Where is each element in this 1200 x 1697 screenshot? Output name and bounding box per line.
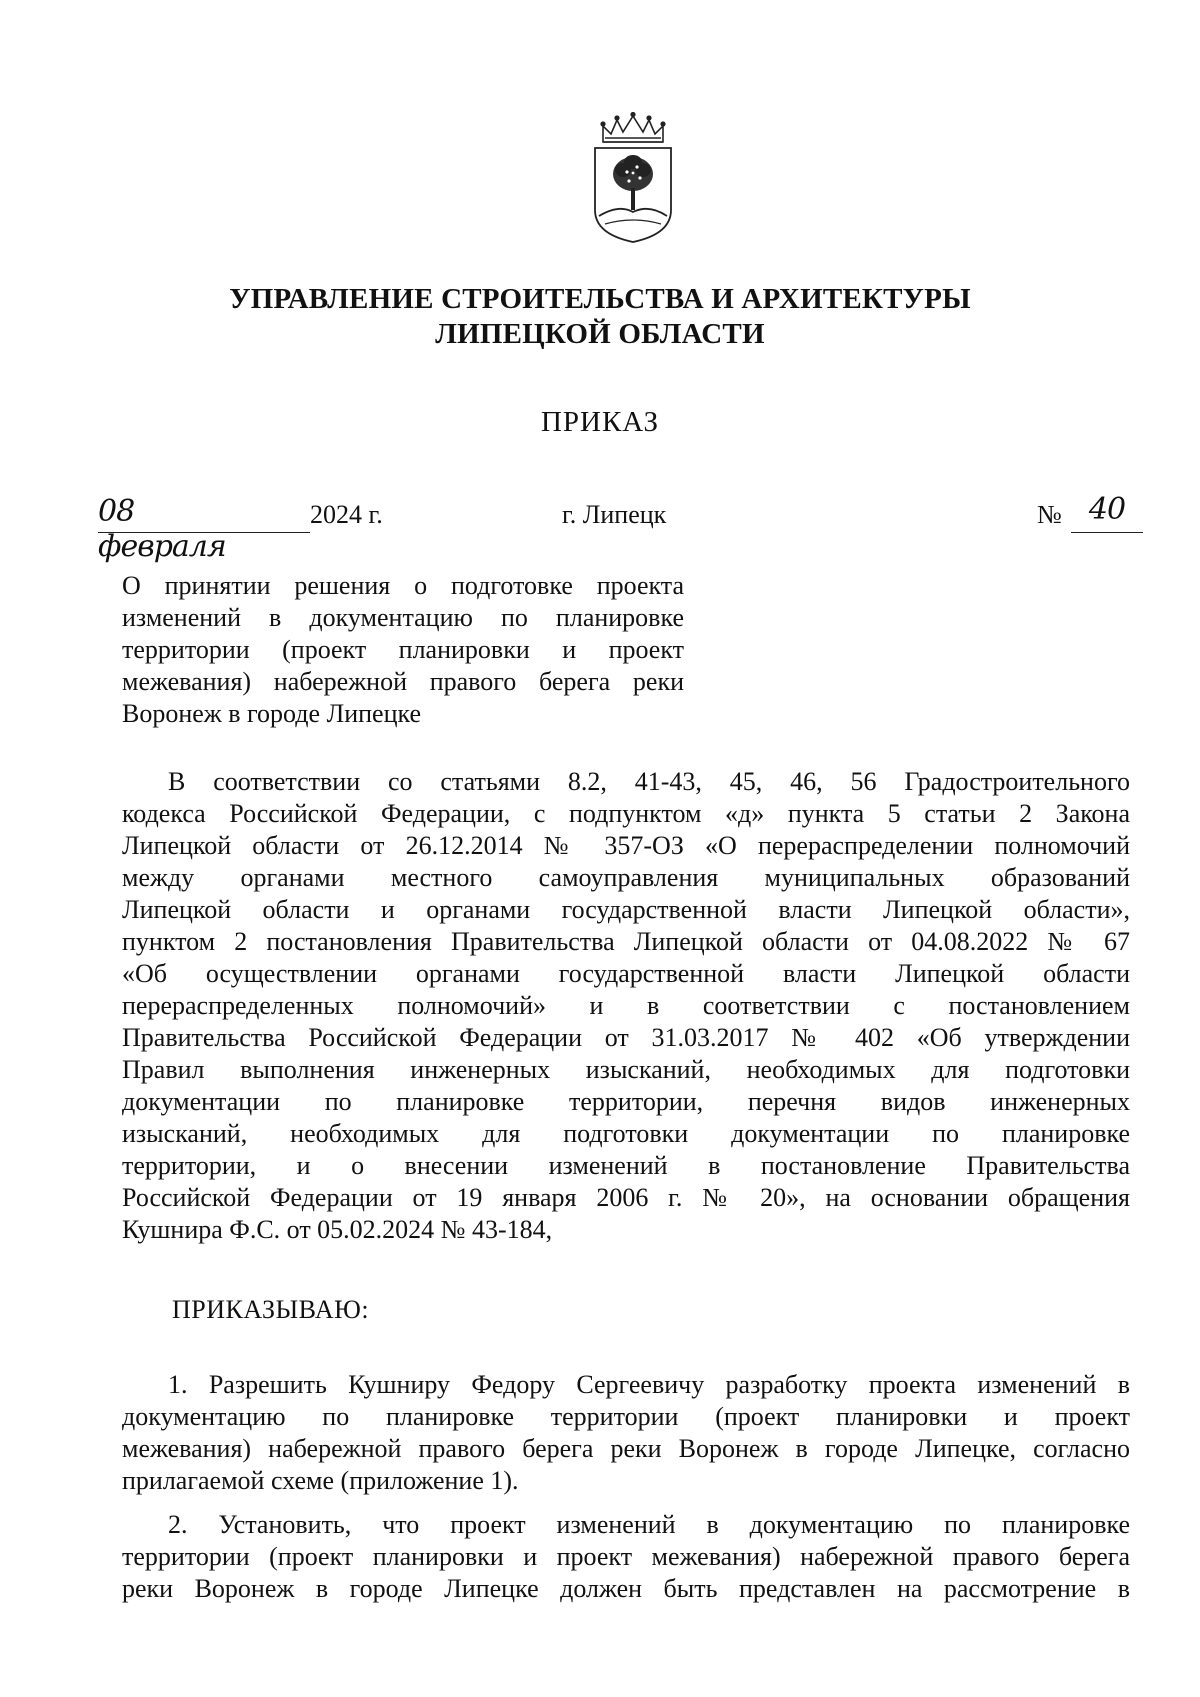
paragraph-line: Липецкой области от 26.12.2014 № 357-ОЗ «О перераспределении полномочий: [122, 831, 1130, 860]
paragraph-line: Правил выполнения инженерных изысканий, необходимых для подготовки: [122, 1055, 1130, 1084]
paragraph-line: между органами местного самоуправления муниципальных образований: [122, 863, 1130, 892]
order-number: [1037, 492, 1126, 530]
subject-line: территории (проект планировки и проект: [122, 635, 684, 664]
date-year: 2024 г.: [310, 500, 383, 529]
paragraph-line: межевания) набережной правого берега реки Воронеж в городе Липецке, согласно: [122, 1434, 1130, 1463]
coat-of-arms-emblem: [583, 112, 683, 244]
paragraph-line: В соответствии со статьями 8.2, 41-43, 45, 46, 56 Градостроительного: [168, 767, 1130, 796]
order-subject: [122, 570, 684, 730]
paragraph-line: Кушнира Ф.С. от 05.02.2024 № 43-184,: [122, 1215, 553, 1244]
organization-title-line1: УПРАВЛЕНИЕ СТРОИТЕЛЬСТВА И АРХИТЕКТУРЫ: [229, 283, 971, 315]
date-underline: [98, 532, 310, 533]
subject-line: О принятии решения о подготовке проекта: [122, 571, 684, 600]
subject-line: межевания) набережной правого берега реки: [122, 667, 684, 696]
paragraph-line: 1. Разрешить Кушниру Федору Сергеевичу разработку проекта изменений в: [168, 1370, 1130, 1399]
preamble-paragraph: [122, 766, 1130, 1246]
order-item-2: [122, 1509, 1130, 1605]
number-label: №: [1037, 500, 1062, 529]
paragraph-line: территории, и о внесении изменений в постановление Правительства: [122, 1151, 1130, 1180]
order-city: г. Липецк: [562, 500, 667, 529]
order-directive-word: ПРИКАЗЫВАЮ:: [172, 1295, 370, 1324]
paragraph-line: 2. Установить, что проект изменений в документацию по планировке: [168, 1510, 1130, 1539]
handwritten-number: 40: [1088, 492, 1126, 527]
organization-title-line2: ЛИПЕЦКОЙ ОБЛАСТИ: [435, 318, 765, 350]
document-type-heading: ПРИКАЗ: [540, 406, 660, 438]
crown-icon: [601, 113, 665, 142]
paragraph-line: Правительства Российской Федерации от 31.03.2017 № 402 «Об утверждении: [122, 1023, 1130, 1052]
paragraph-line: пунктом 2 постановления Правительства Липецкой области от 04.08.2022 № 67: [122, 927, 1130, 956]
paragraph-line: «Об осуществлении органами государственной власти Липецкой области: [122, 959, 1130, 988]
paragraph-line: документации по планировке территории, перечня видов инженерных: [122, 1087, 1130, 1116]
paragraph-line: территории (проект планировки и проект межевания) набережной правого берега: [122, 1542, 1130, 1571]
order-item-1: [122, 1369, 1130, 1497]
paragraph-line: документацию по планировке территории (проект планировки и проект: [122, 1402, 1130, 1431]
paragraph-line: реки Воронеж в городе Липецке должен быть представлен на рассмотрение в: [122, 1574, 1130, 1603]
subject-line: Воронеж в городе Липецке: [122, 699, 422, 728]
handwritten-date: 08 февраля: [98, 494, 226, 564]
number-underline: [1071, 532, 1143, 533]
paragraph-line: прилагаемой схеме (приложение 1).: [122, 1466, 519, 1495]
paragraph-line: Российской Федерации от 19 января 2006 г. № 20», на основании обращения: [122, 1183, 1130, 1212]
paragraph-line: кодекса Российской Федерации, с подпунктом «д» пункта 5 статьи 2 Закона: [122, 799, 1130, 828]
paragraph-line: перераспределенных полномочий» и в соответствии с постановлением: [122, 991, 1130, 1020]
subject-line: изменений в документацию по планировке: [122, 603, 684, 632]
paragraph-line: изысканий, необходимых для подготовки документации по планировке: [122, 1119, 1130, 1148]
paragraph-line: Липецкой области и органами государственной власти Липецкой области»,: [122, 895, 1130, 924]
